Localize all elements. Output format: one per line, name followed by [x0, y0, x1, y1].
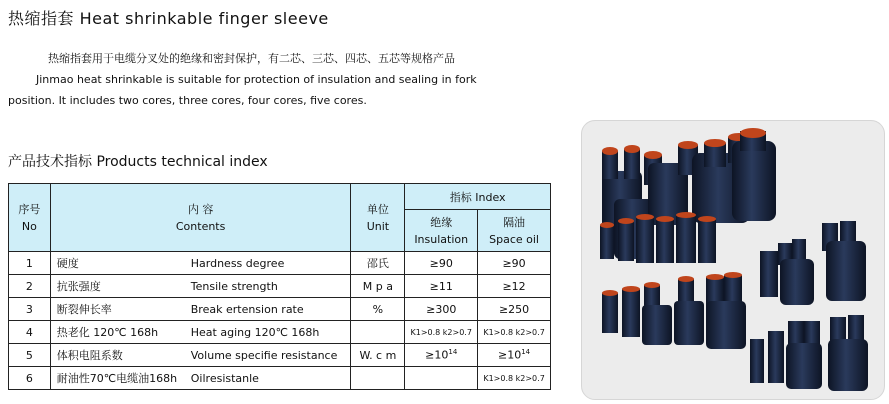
- header-no: 序号 No: [9, 184, 51, 252]
- table-row: [9, 321, 551, 344]
- header-contents: 内 容 Contents: [50, 184, 351, 252]
- row-content: 体积电阻系数 Volume specifie resistance: [50, 344, 351, 367]
- row-no: 3: [9, 298, 51, 321]
- row-content: 热老化 120℃ 168h Heat aging 120℃ 168h: [50, 321, 351, 344]
- row-unit: %: [351, 298, 405, 321]
- right-sleeve-group: [760, 221, 866, 305]
- row-content: 断裂伸长率 Break ertension rate: [50, 298, 351, 321]
- intro-zh: 热缩指套用于电缆分叉处的绝缘和密封保护，有二芯、三芯、四芯、五芯等规格产品: [48, 52, 455, 65]
- intro-en-line2: position. It includes two cores, three cores, four cores, five cores.: [8, 94, 367, 107]
- table-header-row: [9, 184, 551, 210]
- row-unit: 邵氏: [351, 252, 405, 275]
- row-no: 1: [9, 252, 51, 275]
- row-insulation: $\ge 10^{14}$: [405, 344, 478, 367]
- row-unit: W. c m: [351, 344, 405, 367]
- table-row: [9, 367, 551, 390]
- row-space-oil: ≥90: [478, 252, 551, 275]
- table-row: [9, 344, 551, 367]
- header-space-oil: 隔油 Space oil: [478, 210, 551, 252]
- header-insulation: 绝缘 Insulation: [405, 210, 478, 252]
- row-space-oil: ≥250: [478, 298, 551, 321]
- row-insulation: [405, 367, 478, 390]
- bottom-sleeve-row: [602, 272, 746, 349]
- row-space-oil: K1>0.8 k2>0.7: [478, 367, 551, 390]
- table-row: [9, 298, 551, 321]
- header-unit: 单位 Unit: [351, 184, 405, 252]
- row-no: 6: [9, 367, 51, 390]
- row-no: 5: [9, 344, 51, 367]
- row-space-oil: ≥12: [478, 275, 551, 298]
- row-content: 耐油性70℃电缆油168h Oilresistanle: [50, 367, 351, 390]
- spec-table: [8, 183, 551, 390]
- finger-sleeve-products-photo: [582, 121, 885, 400]
- page-title: 热缩指套 Heat shrinkable finger sleeve: [8, 9, 329, 28]
- section-title: 产品技术指标 Products technical index: [8, 154, 268, 170]
- row-unit: [351, 321, 405, 344]
- intro-paragraph: [8, 48, 568, 111]
- row-no: 4: [9, 321, 51, 344]
- row-insulation: ≥300: [405, 298, 478, 321]
- row-content: 硬度 Hardness degree: [50, 252, 351, 275]
- product-photo: [581, 120, 885, 400]
- table-row: [9, 275, 551, 298]
- row-space-oil: $\ge 10^{14}$: [478, 344, 551, 367]
- row-unit: M p a: [351, 275, 405, 298]
- row-content: 抗张强度 Tensile strength: [50, 275, 351, 298]
- row-insulation: K1>0.8 k2>0.7: [405, 321, 478, 344]
- row-insulation: ≥90: [405, 252, 478, 275]
- row-unit: [351, 367, 405, 390]
- table-row: [9, 252, 551, 275]
- header-index: 指标 Index: [405, 184, 551, 210]
- bottom-right-sleeves: [750, 315, 868, 391]
- row-insulation: ≥11: [405, 275, 478, 298]
- intro-en-line1: Jinmao heat shrinkable is suitable for protection of insulation and sealing in fork: [36, 73, 477, 86]
- row-space-oil: K1>0.8 k2>0.7: [478, 321, 551, 344]
- row-no: 2: [9, 275, 51, 298]
